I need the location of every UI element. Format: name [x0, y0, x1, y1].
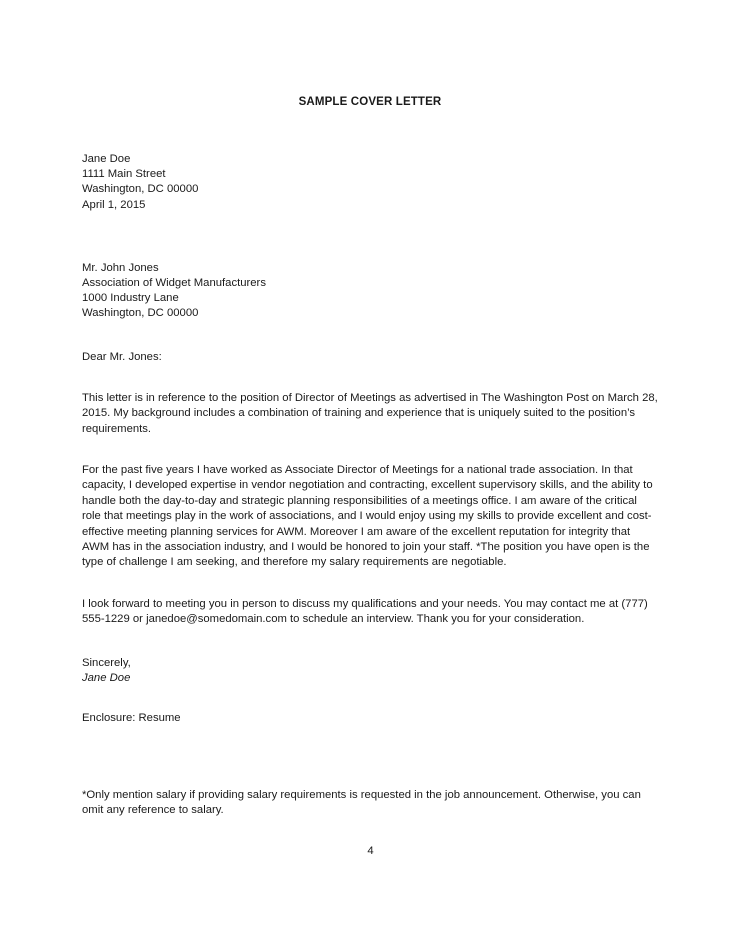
- document-body: [82, 0, 658, 819]
- enclosure-line: Enclosure: Resume: [82, 711, 181, 724]
- page-number: 4: [367, 845, 374, 857]
- closing-block: [82, 656, 658, 687]
- sender-city-state-zip: Washington, DC 00000: [82, 183, 199, 196]
- valediction: Sincerely,: [82, 656, 131, 669]
- body-paragraph-2: For the past five years I have worked as Associate Director of Meetings for a national trade association. In that capacity, I developed expertise in vendor negotiation and contracting, excellent supervisory skills, and the ability to handle both the day-to-day and strategic planning responsibilities of a meetings office. I am aware of the critical role that meetings play in the work of associations, and I would enjoy using my skills to provide excellent and cost-effective meeting planning services for AWM. Moreover I am aware of the excellent reputation for integrity that AWM has in the association industry, and I would be honored to join your staff. *The position you have open is the type of challenge I am seeking, and therefore my salary requirements are negotiable.: [82, 464, 653, 569]
- recipient-organization: Association of Widget Manufacturers: [82, 277, 266, 290]
- recipient-city-state-zip: Washington, DC 00000: [82, 307, 199, 320]
- body-paragraph-3: I look forward to meeting you in person to discuss my qualifications and your needs. You may contact me at (777) 555-1229 or janedoe@somedomain.com to schedule an interview. Thank you for your consideration.: [82, 597, 648, 626]
- letter-date: April 1, 2015: [82, 198, 146, 211]
- recipient-street: 1000 Industry Lane: [82, 292, 179, 305]
- sender-street: 1111 Main Street: [82, 168, 166, 181]
- salutation: Dear Mr. Jones:: [82, 350, 162, 363]
- salary-footnote: *Only mention salary if providing salary requirements is requested in the job announcement. Otherwise, you can omit any reference to salary.: [82, 788, 641, 817]
- body-paragraph-1: This letter is in reference to the position of Director of Meetings as advertised in The Washington Post on March 28, 2015. My background includes a combination of training and experience that is uniquely suited to the position’s requirements.: [82, 391, 658, 435]
- recipient-name: Mr. John Jones: [82, 261, 159, 274]
- page-title: SAMPLE COVER LETTER: [298, 96, 442, 108]
- sender-address-block: [82, 152, 658, 213]
- signature-name: Jane Doe: [82, 672, 131, 685]
- sender-name: Jane Doe: [82, 153, 131, 165]
- recipient-address-block: [82, 261, 658, 322]
